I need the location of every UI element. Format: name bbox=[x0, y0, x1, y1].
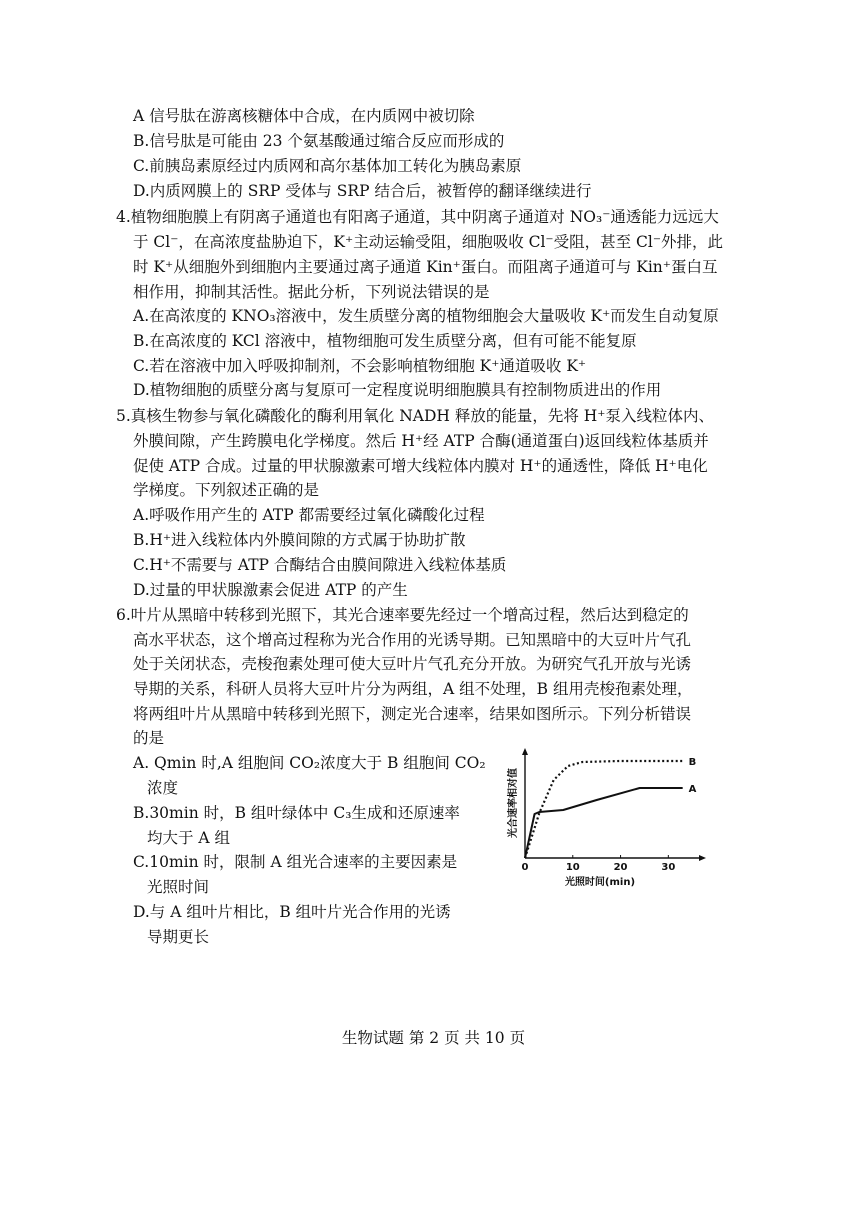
q3-option-c: C.前胰岛素原经过内质网和高尔基体加工转化为胰岛素原 bbox=[133, 157, 522, 175]
series-line-B bbox=[525, 761, 683, 858]
q6-stem-line-4: 导期的关系，科研人员将大豆叶片分为两组，A 组不处理，B 组用壳梭孢素处理， bbox=[133, 680, 693, 698]
y-axis-label: 光合速率相对值 bbox=[508, 768, 519, 838]
x-axis-arrow bbox=[699, 855, 706, 861]
q4-option-d: D.植物细胞的质壁分离与复原可一定程度说明细胞膜具有控制物质进出的作用 bbox=[133, 381, 662, 399]
q6-option-a: A. Qmin 时,A 组胞间 CO₂浓度大于 B 组胞间 CO₂ bbox=[133, 754, 486, 772]
series-label-B: B bbox=[688, 757, 697, 768]
q4-option-c: C.若在溶液中加入呼吸抑制剂，不会影响植物细胞 K⁺通道吸收 K⁺ bbox=[133, 357, 587, 375]
photosynthesis-rate-chart bbox=[505, 748, 710, 898]
q6-option-c: C.10min 时，限制 A 组光合速率的主要因素是 bbox=[133, 853, 458, 871]
q6-option-d: D.与 A 组叶片相比，B 组叶片光合作用的光诱 bbox=[133, 903, 451, 921]
q5-stem-line-1: 5.真核生物参与氧化磷酸化的酶利用氧化 NADH 释放的能量，先将 H⁺泵入线粒体内、 bbox=[116, 407, 714, 425]
x-tick-label-0: 0 bbox=[521, 862, 529, 873]
q6-stem-line-6: 的是 bbox=[133, 729, 165, 747]
x-tick-label-20: 20 bbox=[613, 862, 628, 873]
q6-stem-line-2: 高水平状态，这个增高过程称为光合作用的光诱导期。已知黑暗中的大豆叶片气孔 bbox=[133, 631, 692, 649]
q5-option-a: A.呼吸作用产生的 ATP 都需要经过氧化磷酸化过程 bbox=[133, 506, 485, 524]
q3-option-b: B.信号肽是可能由 23 个氨基酸通过缩合反应而形成的 bbox=[133, 132, 505, 150]
q6-stem-line-3: 处于关闭状态，壳梭孢素处理可使大豆叶片气孔充分开放。为研究气孔开放与光诱 bbox=[133, 655, 692, 673]
series-line-A bbox=[525, 788, 683, 858]
chart-svg bbox=[505, 748, 710, 898]
q6-option-b: B.30min 时，B 组叶绿体中 C₃生成和还原速率 bbox=[133, 804, 460, 822]
q4-stem-line-3: 时 K⁺从细胞外到细胞内主要通过离子通道 Kin⁺蛋白。而阻离子通道可与 Kin⁺蛋白互 bbox=[133, 258, 718, 276]
q5-option-d: D.过量的甲状腺激素会促进 ATP 的产生 bbox=[133, 581, 408, 599]
q5-option-c: C.H⁺不需要与 ATP 合酶结合由膜间隙进入线粒体基质 bbox=[133, 556, 507, 574]
q6-stem-line-1: 6.叶片从黑暗中转移到光照下，其光合速率要先经过一个增高过程，然后达到稳定的 bbox=[116, 606, 689, 624]
q6-option-a-cont: 浓度 bbox=[147, 779, 179, 797]
x-axis-label: 光照时间(min) bbox=[564, 877, 636, 888]
q4-stem-line-2: 于 Cl⁻，在高浓度盐胁迫下，K⁺主动运输受阻，细胞吸收 Cl⁻受阻，甚至 Cl⁻外排，此 bbox=[133, 233, 724, 251]
q5-option-b: B.H⁺进入线粒体内外膜间隙的方式属于协助扩散 bbox=[133, 531, 466, 549]
x-tick-label-30: 30 bbox=[661, 862, 676, 873]
page-footer: 生物试题 第 2 页 共 10 页 bbox=[341, 1029, 526, 1047]
q4-stem-line-4: 相作用，抑制其活性。据此分析，下列说法错误的是 bbox=[133, 283, 490, 301]
q4-option-a: A.在高浓度的 KNO₃溶液中，发生质壁分离的植物细胞会大量吸收 K⁺而发生自动复原 bbox=[133, 307, 719, 325]
y-axis-arrow bbox=[522, 748, 528, 755]
q3-option-d: D.内质网膜上的 SRP 受体与 SRP 结合后，被暂停的翻译继续进行 bbox=[133, 182, 592, 200]
q6-stem-line-5: 将两组叶片从黑暗中转移到光照下，测定光合速率，结果如图所示。下列分析错误 bbox=[133, 705, 692, 723]
x-tick-label-10: 10 bbox=[565, 862, 580, 873]
q5-stem-line-2: 外膜间隙，产生跨膜电化学梯度。然后 H⁺经 ATP 合酶(通道蛋白)返回线粒体基质并 bbox=[133, 432, 709, 450]
q6-option-b-cont: 均大于 A 组 bbox=[147, 829, 231, 847]
series-label-A: A bbox=[688, 784, 697, 795]
q5-stem-line-3: 促使 ATP 合成。过量的甲状腺激素可增大线粒体内膜对 H⁺的通透性，降低 H⁺电化 bbox=[133, 457, 708, 475]
q5-stem-line-4: 学梯度。下列叙述正确的是 bbox=[133, 481, 320, 499]
q6-option-d-cont: 导期更长 bbox=[147, 928, 210, 946]
q4-option-b: B.在高浓度的 KCl 溶液中，植物细胞可发生质壁分离，但有可能不能复原 bbox=[133, 332, 637, 350]
q3-option-a: A 信号肽在游离核糖体中合成，在内质网中被切除 bbox=[133, 107, 475, 125]
q6-option-c-cont: 光照时间 bbox=[147, 878, 210, 896]
q4-stem-line-1: 4.植物细胞膜上有阴离子通道也有阳离子通道，其中阴离子通道对 NO₃⁻通透能力远远大 bbox=[116, 208, 719, 226]
